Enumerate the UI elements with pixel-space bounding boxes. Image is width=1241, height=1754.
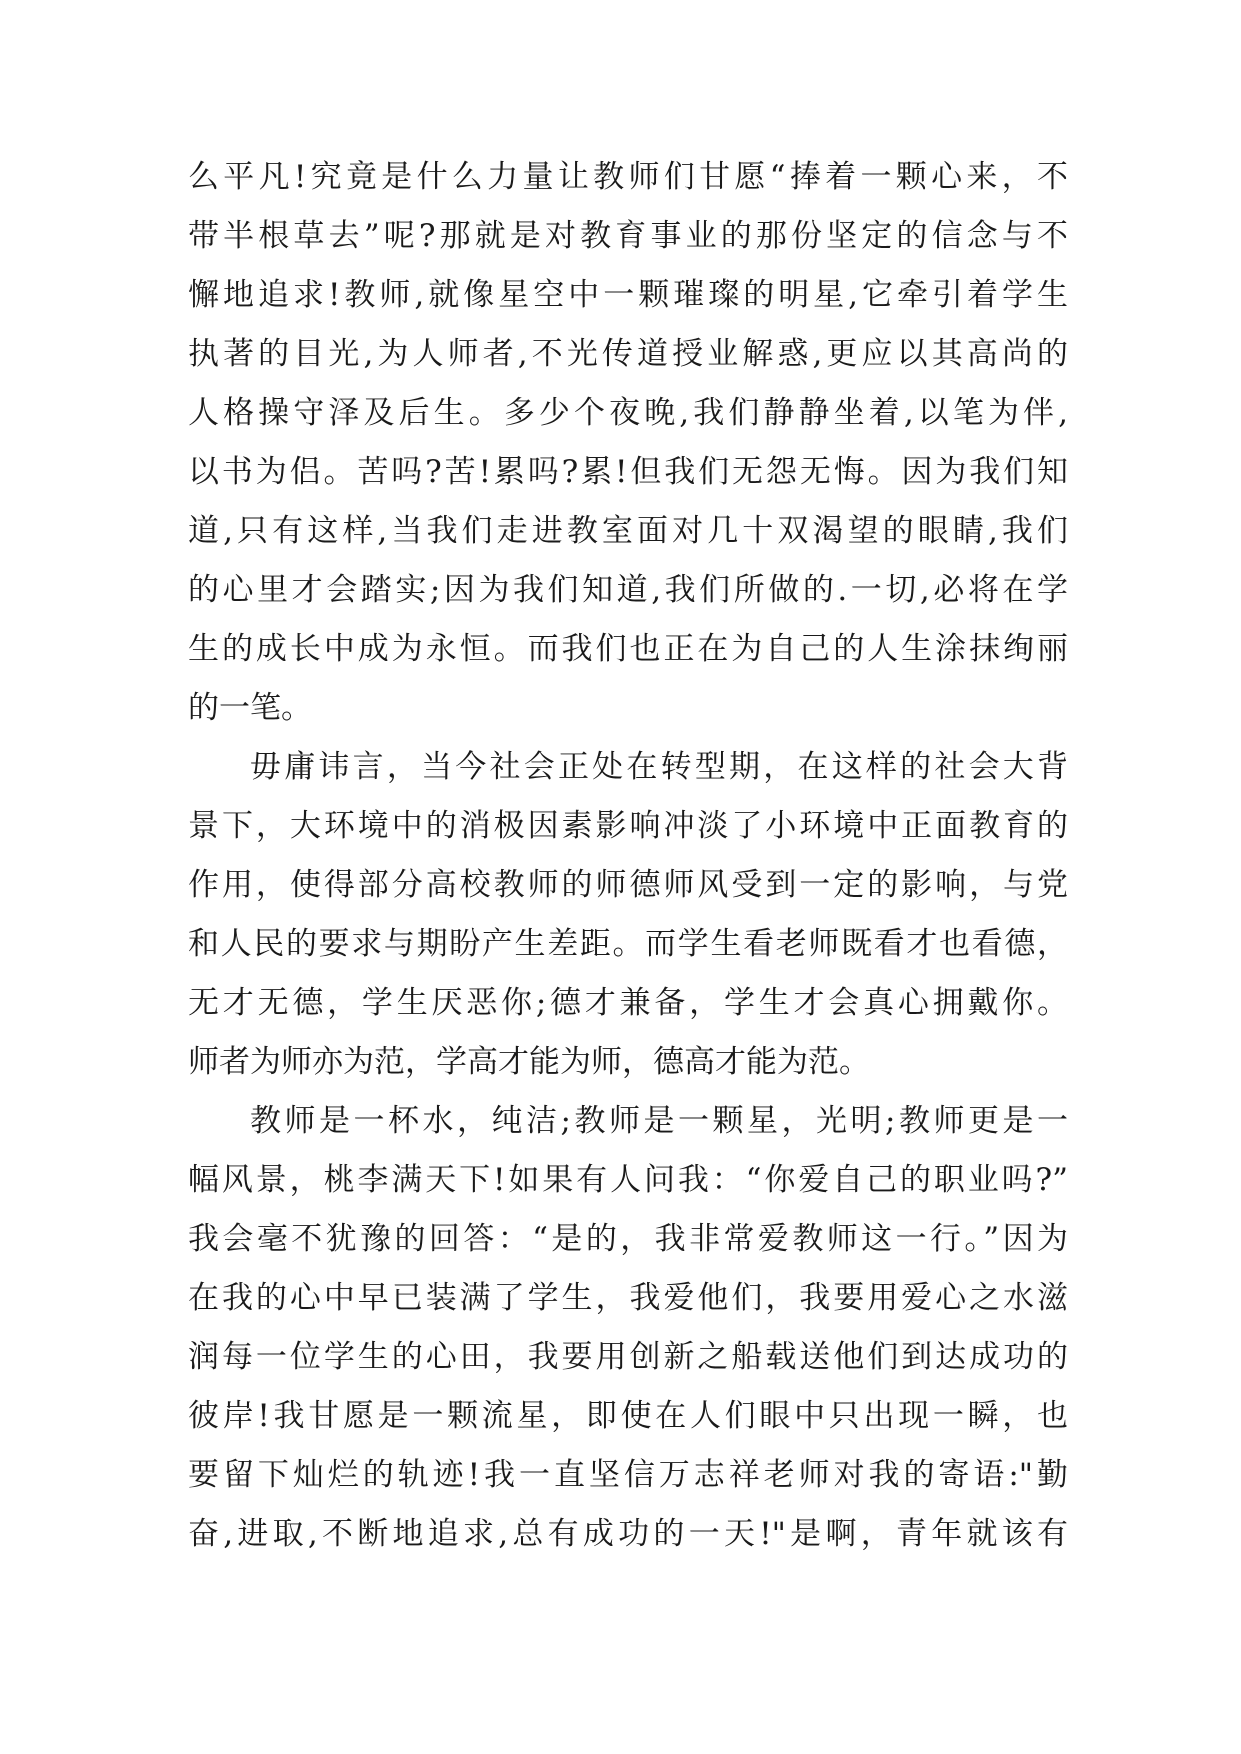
text-line: 要留下灿烂的轨迹!我一直坚信万志祥老师对我的寄语:"勤 [188, 1457, 1068, 1493]
text-line: 毋庸讳言，当今社会正处在转型期，在这样的社会大背 [250, 749, 1068, 785]
text-line: 教师是一杯水，纯洁;教师是一颗星，光明;教师更是一 [250, 1103, 1068, 1139]
text-line: 执著的目光,为人师者,不光传道授业解惑,更应以其高尚的 [188, 336, 1068, 372]
paragraph-1 [188, 148, 1068, 738]
text-line: 人格操守泽及后生。多少个夜晚,我们静静坐着,以笔为伴, [188, 395, 1068, 431]
text-line: 么平凡!究竟是什么力量让教师们甘愿“捧着一颗心来，不 [188, 159, 1068, 195]
text-line: 彼岸!我甘愿是一颗流星，即使在人们眼中只出现一瞬，也 [188, 1398, 1068, 1434]
text-line: 的一笔。 [188, 690, 312, 726]
text-line: 以书为侣。苦吗?苦!累吗?累!但我们无怨无悔。因为我们知 [188, 454, 1068, 490]
text-line: 我会毫不犹豫的回答：“是的，我非常爱教师这一行。”因为 [188, 1221, 1068, 1257]
text-line: 在我的心中早已装满了学生，我爱他们，我要用爱心之水滋 [188, 1280, 1068, 1316]
text-line: 无才无德，学生厌恶你;德才兼备，学生才会真心拥戴你。 [188, 985, 1068, 1021]
text-line: 景下，大环境中的消极因素影响冲淡了小环境中正面教育的 [188, 808, 1068, 844]
text-line: 带半根草去”呢?那就是对教育事业的那份坚定的信念与不 [188, 218, 1068, 254]
text-line: 道,只有这样,当我们走进教室面对几十双渴望的眼睛,我们 [188, 513, 1068, 549]
document-body [188, 148, 1068, 1564]
text-line: 润每一位学生的心田，我要用创新之船载送他们到达成功的 [188, 1339, 1068, 1375]
text-line: 奋,进取,不断地追求,总有成功的一天!"是啊，青年就该有 [188, 1516, 1068, 1552]
text-line: 生的成长中成为永恒。而我们也正在为自己的人生涂抹绚丽 [188, 631, 1068, 667]
text-line: 的心里才会踏实;因为我们知道,我们所做的.一切,必将在学 [188, 572, 1068, 608]
text-line: 和人民的要求与期盼产生差距。而学生看老师既看才也看德， [188, 926, 1068, 962]
paragraph-2 [188, 738, 1068, 1092]
text-line: 幅风景，桃李满天下!如果有人问我：“你爱自己的职业吗?” [188, 1162, 1068, 1198]
text-line: 师者为师亦为范，学高才能为师，德高才能为范。 [188, 1044, 870, 1080]
text-line: 作用，使得部分高校教师的师德师风受到一定的影响，与党 [188, 867, 1068, 903]
text-line: 懈地追求!教师,就像星空中一颗璀璨的明星,它牵引着学生 [188, 277, 1068, 313]
paragraph-3 [188, 1092, 1068, 1564]
